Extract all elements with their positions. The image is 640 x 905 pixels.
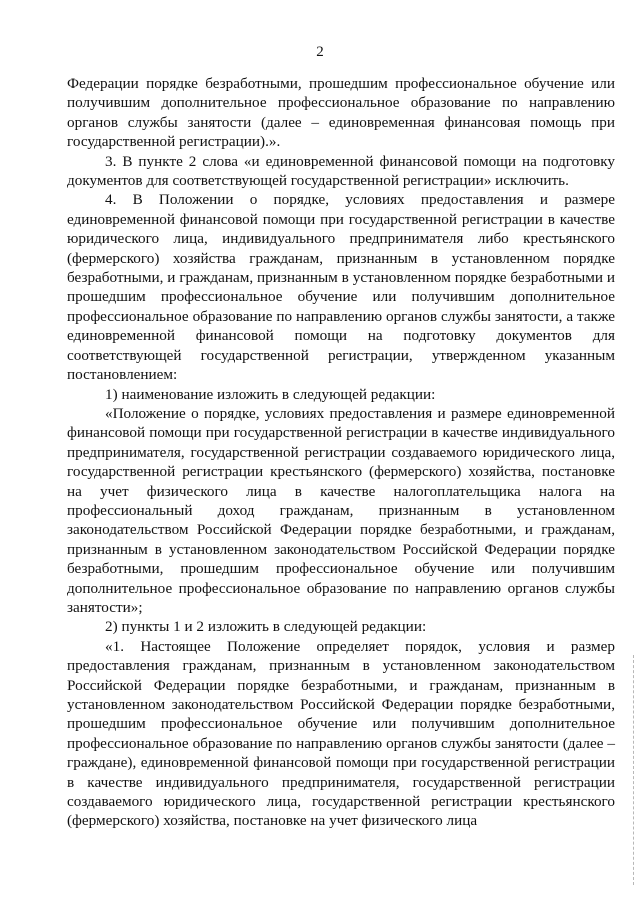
paragraph-subitem-2: 2) пункты 1 и 2 изложить в следующей редакции: — [105, 618, 427, 636]
paragraph-item-4: 4. В Положении о порядке, условиях предоставления и размере единовременной финансовой помощи при государственной регистрации в качестве юридического лица, индивидуального предпринимателя либо крестьянского (фермерского) хозяйства гражданам, признанным в установленном порядке безработными, и гражданам, признанным в установленном порядке безработными и прошедшим профессиональное обучение или получившим дополнительное профессиональное образование по направлению органов службы занятости, а также единовременной финансовой помощи на подготовку документов для соответствующей государственной регистрации, утвержденном указанным постановлением: — [67, 191, 615, 384]
page-number: 2 — [316, 44, 324, 60]
paragraph-continuation: Федерации порядке безработными, прошедшим профессиональное обучение или получившим дополнительное профессиональное образование по направлению органов службы занятости (далее – единовременная финансовая помощь при государственной регистрации).». — [67, 75, 615, 151]
document-body — [67, 74, 615, 831]
paragraph-item-3: 3. В пункте 2 слова «и единовременной финансовой помощи на подготовку документов для соответствующей государственной регистрации» исключить. — [67, 152, 615, 190]
scan-margin-mark — [633, 655, 636, 885]
paragraph-subitem-1: 1) наименование изложить в следующей редакции: — [105, 385, 436, 403]
paragraph-quoted-title: «Положение о порядке, условиях предоставления и размере единовременной финансовой помощи при государственной регистрации в качестве индивидуального предпринимателя, государственной регистрации создаваемого юридического лица, государственной регистрации крестьянского (фермерского) хозяйства, постановке на учет физического лица в качестве налогоплательщика налога на профессиональный доход гражданам, признанным в установленном законодательством Российской Федерации порядке безработными, и гражданам, признанным в установленном законодательством Российской Федерации порядке безработными, прошедшим профессиональное обучение или получившим дополнительное профессиональное образование по направлению органов службы занятости»; — [67, 404, 615, 616]
paragraph-quoted-clause-1: «1. Настоящее Положение определяет порядок, условия и размер предоставления гражданам, признанным в установленном законодательством Российской Федерации порядке безработными, и гражданам, признанным в установленном законодательством Российской Федерации порядке безработными, прошедшим профессиональное обучение или получившим дополнительное профессиональное образование по направлению органов службы занятости (далее – граждане), единовременной финансовой помощи при государственной регистрации в качестве индивидуального предпринимателя, государственной регистрации создаваемого юридического лица, государственной регистрации крестьянского (фермерского) хозяйства, постановке на учет физического лица — [67, 637, 615, 830]
